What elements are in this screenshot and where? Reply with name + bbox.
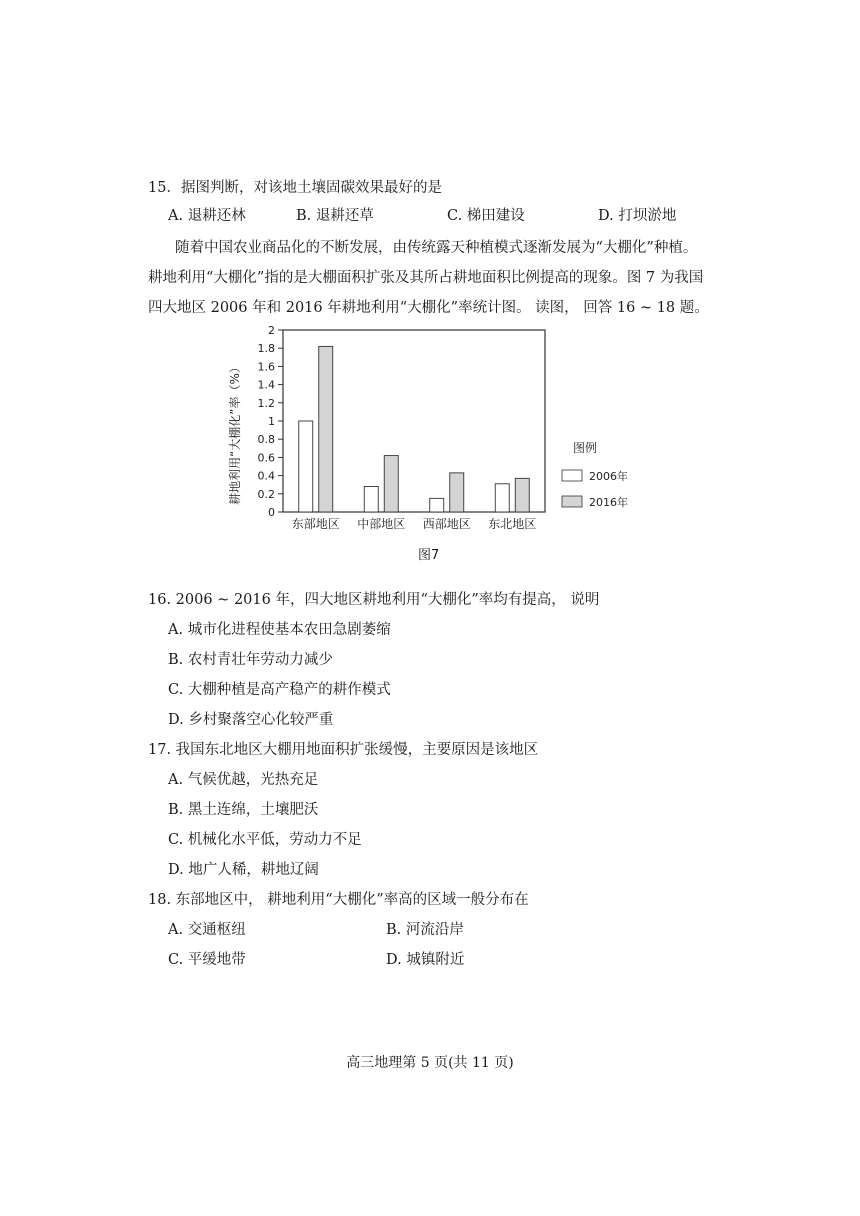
q17-option-d: D. 地广人稀，耕地辽阔 (168, 862, 319, 878)
q16-stem: 16. 2006 ~ 2016 年，四大地区耕地利用“大棚化”率均有提高， 说明 (148, 592, 600, 608)
legend-label-2006: 2006年 (589, 470, 628, 483)
q18-option-a: A. 交通枢纽 (168, 922, 246, 938)
y-tick-label: 1 (268, 415, 275, 428)
y-tick-label: 0 (268, 506, 275, 519)
legend-label-2016: 2016年 (589, 496, 628, 509)
bar-2016年-中部地区 (384, 456, 398, 512)
y-tick-label: 2 (268, 325, 275, 337)
q18-option-b: B. 河流沿岸 (386, 922, 464, 938)
bar-2016年-东北地区 (515, 478, 529, 512)
intro-line-3: 四大地区 2006 年和 2016 年耕地利用“大棚化”率统计图。 读图， 回答 16 ~ 18 题。 (148, 300, 709, 316)
bar-2006年-东部地区 (299, 421, 313, 512)
q18-option-c: C. 平缓地带 (168, 952, 246, 968)
legend-swatch-2006 (562, 470, 582, 481)
y-ticks (258, 325, 284, 519)
q15-option-c: C. 梯田建设 (447, 208, 525, 224)
bar-2006年-东北地区 (495, 484, 509, 512)
bar-2016年-西部地区 (450, 473, 464, 512)
q16-option-b: B. 农村青壮年劳动力减少 (168, 652, 333, 668)
intro-line-2: 耕地利用“大棚化”指的是大棚面积扩张及其所占耕地面积比例提高的现象。图 7 为我国 (148, 270, 704, 286)
y-tick-label: 1.8 (257, 342, 275, 356)
y-axis-label-text: 耕地利用“大棚化”率（%） (228, 361, 242, 505)
figure-caption: 图7 (418, 548, 440, 563)
x-tick-label: 中部地区 (357, 517, 406, 531)
bar-2016年-东部地区 (319, 346, 333, 512)
y-tick-label: 0.8 (257, 433, 275, 447)
bar-2006年-中部地区 (364, 487, 378, 512)
y-tick-label: 1.4 (257, 378, 275, 392)
legend-swatch-2016 (562, 496, 582, 507)
q15-option-d: D. 打坝淤地 (598, 208, 677, 224)
bars (299, 346, 530, 512)
intro-line-1: 随着中国农业商品化的不断发展，由传统露天种植模式逐渐发展为“大棚化”种植。 (175, 240, 698, 256)
legend-title: 图例 (573, 441, 598, 455)
bar-chart (225, 325, 665, 540)
y-tick-label: 0.6 (257, 451, 275, 465)
legend (562, 440, 628, 509)
q17-stem: 17. 我国东北地区大棚用地面积扩张缓慢，主要原因是该地区 (148, 742, 539, 758)
x-tick-label: 东部地区 (291, 517, 340, 531)
q16-option-d: D. 乡村聚落空心化较严重 (168, 712, 334, 728)
bar-2006年-西部地区 (430, 498, 444, 512)
y-tick-label: 1.6 (257, 360, 275, 374)
y-tick-label: 0.2 (257, 487, 275, 501)
q17-option-c: C. 机械化水平低，劳动力不足 (168, 832, 362, 848)
x-ticks (292, 516, 537, 531)
y-tick-label: 1.2 (257, 396, 275, 410)
q18-stem: 18. 东部地区中， 耕地利用“大棚化”率高的区域一般分布在 (148, 892, 529, 908)
q15-stem: 15．据图判断，对该地土壤固碳效果最好的是 (148, 180, 442, 196)
q17-option-b: B. 黑土连绵，土壤肥沃 (168, 802, 319, 818)
q17-option-a: A. 气候优越，光热充足 (168, 772, 319, 788)
q16-option-a: A. 城市化进程使基本农田急剧萎缩 (168, 622, 391, 638)
q15-option-a: A. 退耕还林 (168, 208, 246, 224)
y-tick-label: 0.4 (257, 469, 275, 483)
y-axis-label (227, 361, 242, 505)
x-tick-label: 东北地区 (488, 517, 537, 531)
page-footer: 高三地理第 5 页(共 11 页) (346, 1055, 514, 1071)
x-tick-label: 西部地区 (422, 517, 471, 531)
q15-option-b: B. 退耕还草 (296, 208, 374, 224)
q18-option-d: D. 城镇附近 (386, 952, 465, 968)
q16-option-c: C. 大棚种植是高产稳产的耕作模式 (168, 682, 391, 698)
